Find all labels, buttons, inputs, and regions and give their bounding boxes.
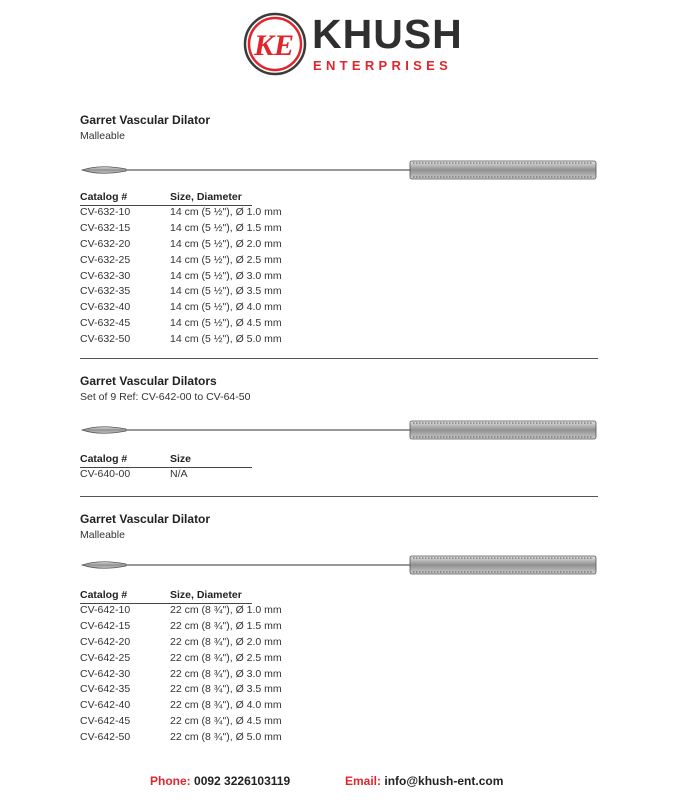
table-row bbox=[80, 667, 370, 683]
size-diameter: 22 cm (8 ¾"), Ø 1.5 mm bbox=[170, 619, 282, 632]
size-diameter: 22 cm (8 ¾"), Ø 4.5 mm bbox=[170, 715, 282, 728]
size-diameter: N/A bbox=[170, 468, 188, 480]
catalog-table bbox=[80, 587, 370, 746]
contact-footer bbox=[0, 774, 689, 792]
column-header-catalog: Catalog # bbox=[80, 589, 128, 601]
size-diameter: 22 cm (8 ¾"), Ø 4.0 mm bbox=[170, 699, 282, 712]
catalog-number: CV-642-20 bbox=[80, 635, 131, 648]
catalog-number: CV-632-25 bbox=[80, 253, 131, 266]
dilator-instrument-image bbox=[80, 418, 600, 442]
size-diameter: 14 cm (5 ½"), Ø 4.5 mm bbox=[170, 317, 282, 330]
dilator-instrument-image bbox=[80, 158, 600, 182]
table-row bbox=[80, 205, 370, 221]
section-title: Garret Vascular Dilators bbox=[80, 374, 217, 388]
table-row bbox=[80, 332, 370, 348]
table-row bbox=[80, 698, 370, 714]
table-row bbox=[80, 253, 370, 269]
table-row bbox=[80, 269, 370, 285]
size-diameter: 14 cm (5 ½"), Ø 2.5 mm bbox=[170, 253, 282, 266]
table-header bbox=[80, 451, 370, 467]
catalog-table bbox=[80, 451, 370, 483]
header-underline bbox=[80, 205, 252, 206]
product-section-2 bbox=[80, 373, 600, 480]
table-row bbox=[80, 651, 370, 667]
column-header-catalog: Catalog # bbox=[80, 453, 128, 465]
catalog-number: CV-632-45 bbox=[80, 317, 131, 330]
section-subtitle: Set of 9 Ref: CV-642-00 to CV-64-50 bbox=[80, 391, 251, 403]
catalog-number: CV-642-30 bbox=[80, 667, 131, 680]
table-header bbox=[80, 587, 370, 603]
table-row bbox=[80, 300, 370, 316]
dilator-instrument-image bbox=[80, 553, 600, 577]
email-address[interactable]: info@khush-ent.com bbox=[384, 774, 504, 788]
section-title: Garret Vascular Dilator bbox=[80, 113, 211, 127]
table-row bbox=[80, 714, 370, 730]
brand-subtitle: ENTERPRISES bbox=[313, 58, 453, 73]
catalog-number: CV-632-15 bbox=[80, 221, 131, 234]
table-row bbox=[80, 467, 370, 483]
catalog-number: CV-632-20 bbox=[80, 237, 131, 250]
catalog-number: CV-640-00 bbox=[80, 468, 131, 480]
brand-logo-mark bbox=[243, 12, 307, 76]
size-diameter: 22 cm (8 ¾"), Ø 2.0 mm bbox=[170, 635, 282, 648]
catalog-number: CV-642-10 bbox=[80, 604, 131, 616]
size-diameter: 14 cm (5 ½"), Ø 4.0 mm bbox=[170, 301, 282, 314]
table-row bbox=[80, 682, 370, 698]
catalog-number: CV-642-45 bbox=[80, 715, 131, 728]
catalog-number: CV-632-35 bbox=[80, 285, 131, 298]
size-diameter: 14 cm (5 ½"), Ø 2.0 mm bbox=[170, 237, 282, 250]
header-underline bbox=[80, 603, 252, 604]
email-label: Email: bbox=[345, 774, 382, 788]
section-subtitle: Malleable bbox=[80, 130, 125, 142]
table-row bbox=[80, 730, 370, 746]
column-header-size: Size bbox=[170, 453, 192, 465]
brand-name: KHUSH bbox=[312, 11, 463, 57]
size-diameter: 14 cm (5 ½"), Ø 3.5 mm bbox=[170, 285, 282, 298]
phone-number[interactable]: 0092 3226103119 bbox=[194, 774, 291, 788]
phone-label: Phone: bbox=[150, 774, 191, 788]
table-row bbox=[80, 619, 370, 635]
table-header bbox=[80, 189, 370, 205]
section-subtitle: Malleable bbox=[80, 529, 125, 541]
section-divider bbox=[80, 496, 598, 497]
catalog-number: CV-632-50 bbox=[80, 333, 131, 346]
catalog-number: CV-632-30 bbox=[80, 269, 131, 282]
table-row bbox=[80, 635, 370, 651]
catalog-number: CV-642-40 bbox=[80, 699, 131, 712]
email-contact bbox=[345, 774, 503, 788]
column-header-size: Size, Diameter bbox=[170, 589, 242, 601]
size-diameter: 22 cm (8 ¾"), Ø 3.0 mm bbox=[170, 667, 282, 680]
section-title: Garret Vascular Dilator bbox=[80, 512, 211, 526]
size-diameter: 14 cm (5 ½"), Ø 3.0 mm bbox=[170, 269, 282, 282]
size-diameter: 14 cm (5 ½"), Ø 1.0 mm bbox=[170, 206, 282, 218]
phone-contact bbox=[150, 774, 290, 788]
catalog-number: CV-642-15 bbox=[80, 619, 131, 632]
product-section-3 bbox=[80, 511, 600, 744]
catalog-number: CV-642-35 bbox=[80, 683, 131, 696]
size-diameter: 14 cm (5 ½"), Ø 1.5 mm bbox=[170, 221, 282, 234]
catalog-number: CV-642-25 bbox=[80, 651, 131, 664]
table-row bbox=[80, 284, 370, 300]
size-diameter: 22 cm (8 ¾"), Ø 3.5 mm bbox=[170, 683, 282, 696]
catalog-table bbox=[80, 189, 370, 348]
size-diameter: 14 cm (5 ½"), Ø 5.0 mm bbox=[170, 333, 282, 346]
brand-mark-text: KE bbox=[253, 29, 295, 62]
size-diameter: 22 cm (8 ¾"), Ø 2.5 mm bbox=[170, 651, 282, 664]
section-divider bbox=[80, 358, 598, 359]
table-row bbox=[80, 316, 370, 332]
table-row bbox=[80, 603, 370, 619]
catalog-number: CV-642-50 bbox=[80, 731, 131, 744]
header bbox=[0, 0, 689, 88]
product-section-1 bbox=[80, 112, 600, 346]
table-row bbox=[80, 237, 370, 253]
catalog-number: CV-632-40 bbox=[80, 301, 131, 314]
catalog-number: CV-632-10 bbox=[80, 206, 131, 218]
column-header-size: Size, Diameter bbox=[170, 191, 242, 203]
column-header-catalog: Catalog # bbox=[80, 191, 128, 203]
header-underline bbox=[80, 467, 252, 468]
table-row bbox=[80, 221, 370, 237]
size-diameter: 22 cm (8 ¾"), Ø 1.0 mm bbox=[170, 604, 282, 616]
size-diameter: 22 cm (8 ¾"), Ø 5.0 mm bbox=[170, 731, 282, 744]
